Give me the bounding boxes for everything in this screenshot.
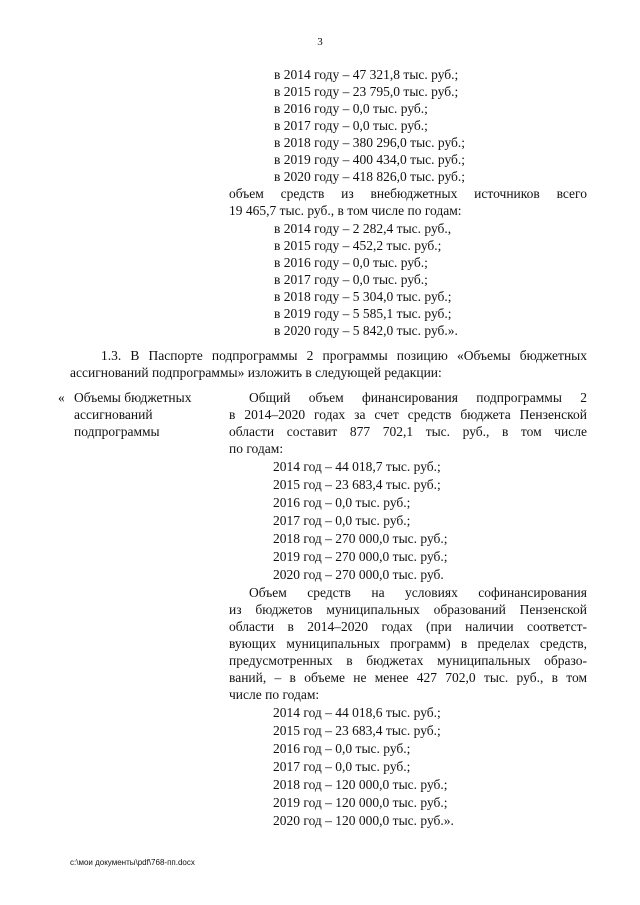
year-line: в 2019 году – 5 585,1 тыс. руб.; [274,306,452,321]
year-line: 2014 год – 44 018,6 тыс. руб.; [273,705,441,720]
para2-line: из бюджетов муниципальных образований Пензенской [229,602,587,617]
year-line: 2018 год – 120 000,0 тыс. руб.; [273,777,448,792]
year-line: 2015 год – 23 683,4 тыс. руб.; [273,723,441,738]
year-line: в 2017 году – 0,0 тыс. руб.; [274,118,428,133]
year-line: в 2018 году – 5 304,0 тыс. руб.; [274,289,452,304]
left-label-line: ассигнований [74,407,153,422]
year-line: в 2020 году – 418 826,0 тыс. руб.; [274,169,466,184]
year-line: 2015 год – 23 683,4 тыс. руб.; [273,477,441,492]
year-line: в 2020 году – 5 842,0 тыс. руб.». [274,323,458,338]
year-line: в 2015 году – 23 795,0 тыс. руб.; [274,84,459,99]
section-line: 1.3. В Паспорте подпрограммы 2 программы позицию «Объемы бюджетных [101,348,587,363]
extra-intro-line: 19 465,7 тыс. руб., в том числе по годам: [229,203,462,218]
year-line: в 2014 году – 2 282,4 тыс. руб., [274,221,452,236]
para2-line: предусмотренных в бюджетах муниципальных образо- [229,653,587,668]
year-line: в 2016 году – 0,0 тыс. руб.; [274,255,428,270]
extra-intro-line: объем средств из внебюджетных источников всего [229,186,587,201]
year-line: в 2015 году – 452,2 тыс. руб.; [274,238,442,253]
quote-mark: « [58,390,65,405]
year-line: в 2016 году – 0,0 тыс. руб.; [274,101,428,116]
year-line: 2016 год – 0,0 тыс. руб.; [273,741,411,756]
year-line: 2018 год – 270 000,0 тыс. руб.; [273,531,448,546]
left-label-line: Объемы бюджетных [74,390,192,405]
year-line: в 2019 году – 400 434,0 тыс. руб.; [274,152,466,167]
year-line: 2020 год – 270 000,0 тыс. руб. [273,567,444,582]
year-line: 2019 год – 120 000,0 тыс. руб.; [273,795,448,810]
para2-line: вующих муниципальных программ) в пределах средств, [229,636,587,651]
section-line: ассигнований подпрограммы» изложить в следующей редакции: [70,365,442,380]
year-line: 2017 год – 0,0 тыс. руб.; [273,513,411,528]
page-number: 3 [317,36,323,48]
para2-line: области в 2014–2020 годах (при наличии соответст- [229,619,587,634]
para1-line: в 2014–2020 годах за счет средств бюджета Пензенской [229,407,587,422]
left-label-line: подпрограммы [74,424,160,439]
year-line: в 2014 году – 47 321,8 тыс. руб.; [274,67,459,82]
para2-line: числе по годам: [229,687,320,702]
para2-line: ваний, – в объеме не менее 427 702,0 тыс. руб., в том [229,670,587,685]
year-line: в 2018 году – 380 296,0 тыс. руб.; [274,135,466,150]
year-line: 2016 год – 0,0 тыс. руб.; [273,495,411,510]
para1-line: Общий объем финансирования подпрограммы 2 [249,390,587,405]
year-line: 2020 год – 120 000,0 тыс. руб.». [273,813,454,828]
para1-line: области составит 877 702,1 тыс. руб., в том числе [229,424,587,439]
year-line: 2019 год – 270 000,0 тыс. руб.; [273,549,448,564]
year-line: 2017 год – 0,0 тыс. руб.; [273,759,411,774]
file-path-footer: c:\мои документы\pdf\768-пп.docx [70,858,195,867]
year-line: в 2017 году – 0,0 тыс. руб.; [274,272,428,287]
para1-line: по годам: [229,441,284,456]
year-line: 2014 год – 44 018,7 тыс. руб.; [273,459,441,474]
para2-line: Объем средств на условиях софинансирования [249,585,587,600]
